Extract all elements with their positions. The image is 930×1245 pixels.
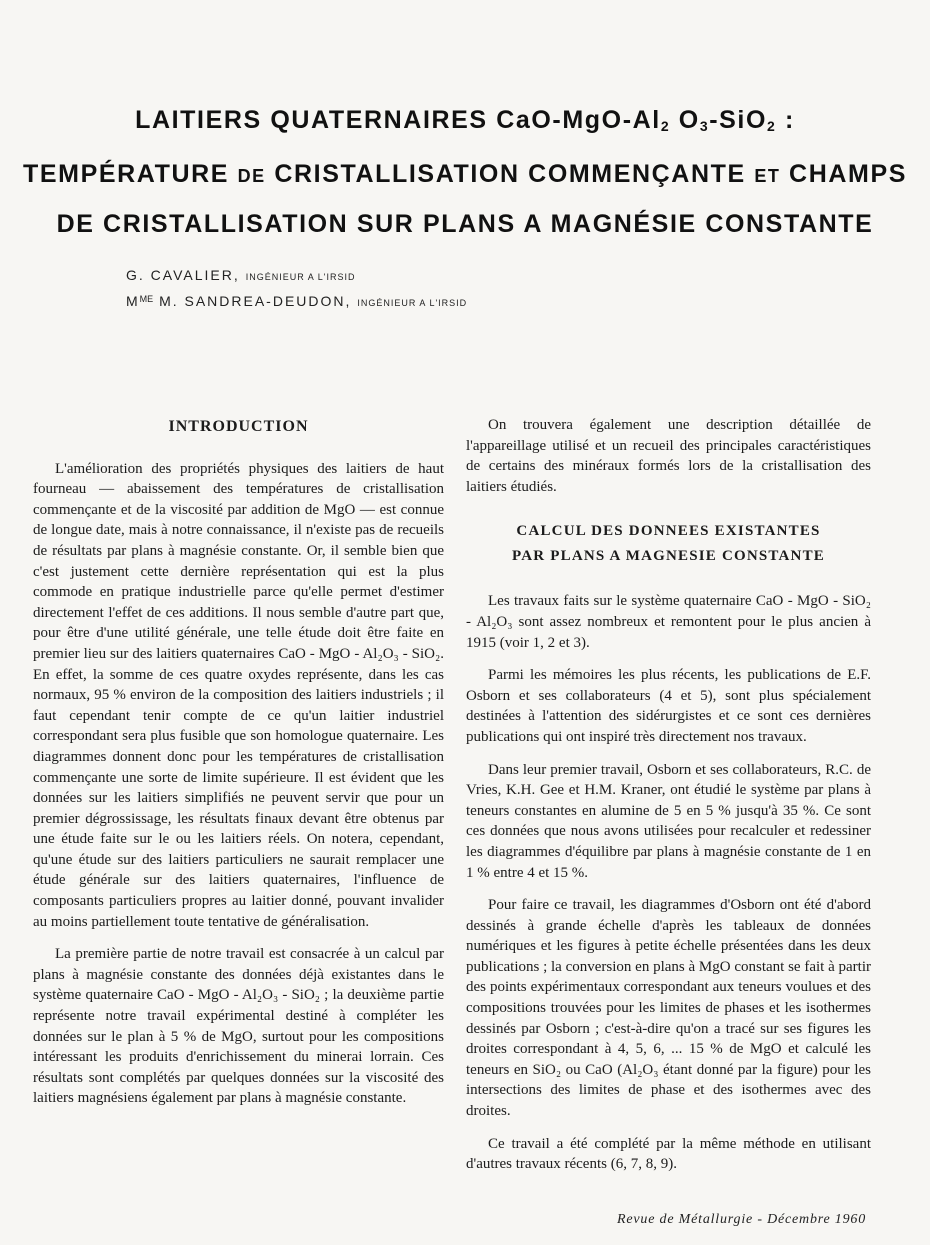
author-list bbox=[126, 263, 467, 311]
paragraph: Les travaux faits sur le système quaternaire CaO - MgO - SiO₂ - Al₂O₃ sont assez nombreux et remontent pour le plus ancien à 1915 (voir 1, 2 et 3). bbox=[466, 593, 871, 651]
author-1: G. CAVALIER, INGÉNIEUR A L'IRSID bbox=[126, 267, 356, 283]
title-line-3: DE CRISTALLISATION SUR PLANS A MAGNÉSIE CONSTANTE bbox=[56, 210, 874, 238]
paragraph: Dans leur premier travail, Osborn et ses collaborateurs, R.C. de Vries, K.H. Gee et H.M. Kraner, ont étudié le système par plans à teneurs constantes en alumine de 5 en 5 % jusqu'à 35 %. Ce sont ces données que nous avons utilisées pour recalculer et redessiner les diagrammes d'équilibre par plans à magnésie constante de 1 en 1 % entre 4 et 15 %. bbox=[466, 761, 871, 881]
right-column bbox=[466, 415, 871, 1187]
paragraph: Parmi les mémoires les plus récents, les publications de E.F. Osborn et ses collaborateurs (4 et 5), sont plus spécialement destinées à l'attention des sidérurgistes et ce sont ces dernières publications qui ont inspiré très directement nos travaux. bbox=[466, 667, 871, 745]
paragraph: Ce travail a été complété par la même méthode en utilisant d'autres travaux récents (6, 7, 8, 9). bbox=[466, 1135, 871, 1173]
author-2: $M^{ME}$ M. SANDREA-DEUDON, INGÉNIEUR A L'IRSID bbox=[126, 293, 468, 309]
article-title bbox=[0, 96, 930, 248]
paragraph: L'amélioration des propriétés physiques des laitiers de haut fourneau — abaissement des températures de cristallisation commençante et de la viscosité par addition de MgO — est connue de longue date, mais à notre connaissance, il n'existe pas de recueils de résultats par plans à magnésie constante. Or, il semble bien que c'est justement cette dernière représentation qui est la plus commode en pratique industrielle parce qu'elle permet d'estimer directement l'effet de ces additions. Il nous semble d'autre part que, pour être d'une utilité générale, une telle étude doit être faite en premier lieu sur des laitiers quaternaires CaO - MgO - Al₂O₃ - SiO₂. En effet, la somme de ces quatre oxydes représente, dans les cas normaux, 95 % environ de la composition des laitiers industriels ; il faut cependant tenir compte de ce qu'un laitier industriel correspondant sera plus fusible que son homologue quaternaire. Les diagrammes donnent donc pour les températures de cristallisation commençante une sorte de limite supérieure. Il est évident que les données sur les laitiers simplifiés ne peuvent servir que pour un premier dégrossissage, les résultats finaux devant être obtenus par une étude faite sur le ou les laitiers réels. On notera, cependant, qu'une étude sur des laitiers particuliers ne saurait remplacer une étude générale sur des laitiers quaternaires, l'influence de composants particuliers propres au laitier donné, pouvant invalider au moins partiellement toute tentative de généralisation. bbox=[33, 460, 444, 930]
section-heading-introduction: INTRODUCTION bbox=[168, 418, 309, 435]
title-line-1: LAITIERS QUATERNAIRES CaO-$MgO-Al_2$ $O_3-SiO_2$ : bbox=[135, 106, 795, 134]
journal-footer: Revue de Métallurgie - Décembre 1960 bbox=[617, 1212, 866, 1227]
title-line-2: TEMPÉRATURE DE CRISTALLISATION COMMENÇANTE ET CHAMPS bbox=[23, 160, 907, 188]
paragraph: La première partie de notre travail est consacrée à un calcul par plans à magnésie constante des données déjà existantes dans le système quaternaire CaO - MgO - Al₂O₃ - SiO₂ ; la deuxième partie représente notre travail expérimental destiné à compléter les données sur le plan à 5 % de MgO, surtout pour les compositions intéressant les produits d'enrichissement du minerai lorrain. Ces résultats sont complétés par quelques données sur la viscosité des laitiers magnésiens également par plans à magnésie constante. bbox=[33, 946, 444, 1107]
left-column bbox=[33, 415, 444, 1121]
section-heading-calcul: CALCUL DES DONNEES EXISTANTES PAR PLANS A MAGNESIE CONSTANTE bbox=[512, 523, 825, 565]
paragraph: Pour faire ce travail, les diagrammes d'Osborn ont été d'abord dessinés à grande échelle d'après les tableaux de données numériques et les figures à petite échelle présentées dans les deux publications ; la conversion en plans à MgO constant se fait à partir des points expérimentaux correspondant aux teneurs voulues et des compositions trouvées pour les limites de phases et les isothermes dessinés par Osborn ; c'est-à-dire qu'on a tracé sur ses figures les droites correspondant à 4, 5, 6, ... 15 % de MgO et calculé les teneurs en SiO₂ ou CaO (Al₂O₃ étant donné par la figure) pour les intersections des limites de phase et des isothermes avec des droites. bbox=[466, 897, 871, 1120]
paragraph: On trouvera également une description détaillée de l'appareillage utilisé et un recueil des principales caractéristiques de certains des minéraux formés lors de la cristallisation des laitiers étudiés. bbox=[466, 417, 871, 495]
